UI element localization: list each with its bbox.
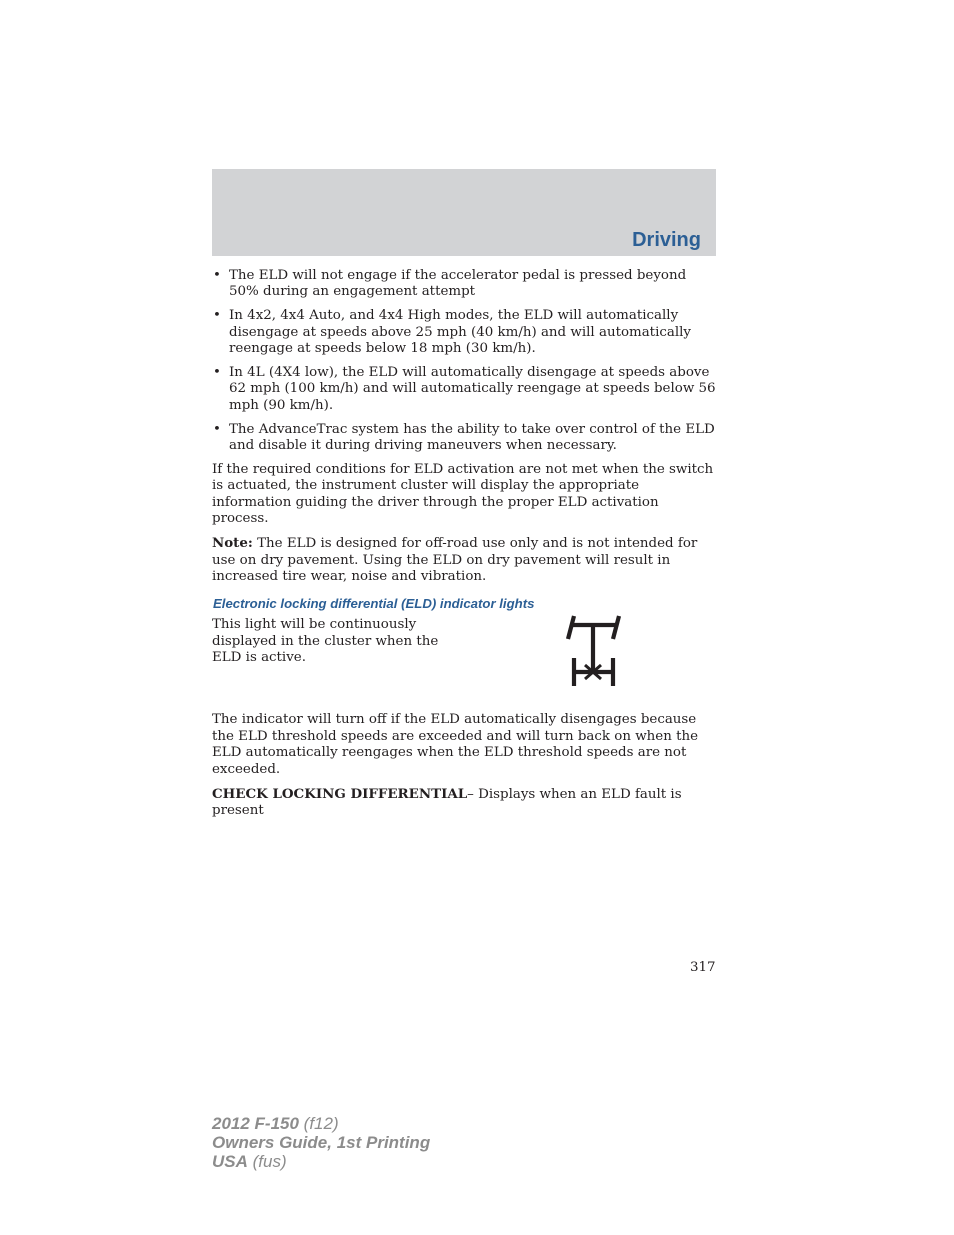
footer-market-code: (fus) xyxy=(247,1152,287,1171)
list-item xyxy=(212,308,718,357)
bullet-mark: • xyxy=(213,365,221,381)
check-locking-text: – Displays when an ELD fault is present xyxy=(212,786,682,818)
note-paragraph xyxy=(212,535,718,585)
bullet-text: In 4x2, 4x4 Auto, and 4x4 High modes, the ELD will automatically disengage at speeds above 25 mph (40 km/h) and will automatically reengage at speeds below 18 mph (30 km/h). xyxy=(229,308,691,357)
page-content xyxy=(212,268,718,827)
check-locking-label: CHECK LOCKING DIFFERENTIAL xyxy=(212,785,468,802)
bullet-mark: • xyxy=(213,268,221,283)
check-locking-paragraph xyxy=(212,786,718,820)
section-title: Driving xyxy=(632,229,701,251)
bullet-text: The AdvanceTrac system has the ability to take over control of the ELD and disable it during driving maneuvers when necessary. xyxy=(229,421,715,454)
footer-line-3 xyxy=(212,1152,430,1171)
footer-line-2: Owners Guide, 1st Printing xyxy=(212,1133,431,1152)
bullet-list xyxy=(212,268,718,455)
indicator-description: This light will be continuously displayed in the cluster when the ELD is active. xyxy=(212,617,439,666)
conditions-paragraph: If the required conditions for ELD activation are not met when the switch is actuated, the instrument cluster will display the appropriate information guiding the driver through the proper ELD activation process. xyxy=(212,462,714,527)
page-number: 317 xyxy=(690,960,716,975)
indicator-off-paragraph: The indicator will turn off if the ELD automatically disengages because the ELD threshold speeds are exceeded and will turn back on when the ELD automatically reengages when the ELD threshold speeds are not exceeded. xyxy=(212,712,699,777)
eld-axle-icon xyxy=(566,615,624,689)
bullet-mark: • xyxy=(213,308,221,324)
indicator-row xyxy=(212,617,718,707)
footer xyxy=(212,1114,430,1171)
list-item xyxy=(212,268,718,301)
bullet-mark: • xyxy=(213,421,221,437)
note-label: Note: xyxy=(212,535,253,552)
footer-market: USA xyxy=(212,1152,248,1171)
eld-indicator-subheading: Electronic locking differential (ELD) indicator lights xyxy=(213,596,535,612)
bullet-text: The ELD will not engage if the accelerator pedal is pressed beyond 50% during an engagement attempt xyxy=(229,268,687,300)
footer-model: 2012 F-150 xyxy=(212,1114,299,1133)
note-text: The ELD is designed for off-road use only and is not intended for use on dry pavement. Using the ELD on dry pavement will result in increased tire wear, noise and vibration. xyxy=(212,536,698,584)
footer-model-code: (f12) xyxy=(298,1114,339,1133)
footer-line-1 xyxy=(212,1114,430,1133)
list-item xyxy=(212,422,718,455)
section-header-bar xyxy=(212,169,716,256)
bullet-text: In 4L (4X4 low), the ELD will automatically disengage at speeds above 62 mph (100 km/h) and will automatically reengage at speeds below 56 mph (90 km/h). xyxy=(229,365,716,413)
list-item xyxy=(212,365,718,414)
